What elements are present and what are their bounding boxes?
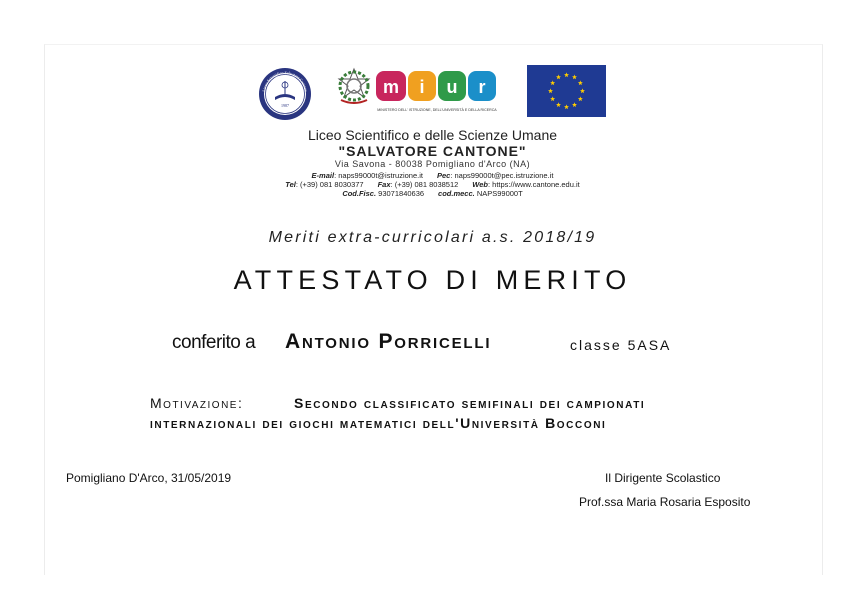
place-date: Pomigliano D'Arco, 31/05/2019 [66,471,232,485]
school-seal-logo [257,66,313,122]
email-label: E-mail [311,171,335,180]
codfisc-label: Cod.Fisc. [342,189,377,198]
tel-label: Tel [285,180,296,189]
school-address: Via Savona - 80038 Pomigliano d'Arco (NA) [334,159,531,169]
motivation-line-1: Secondo classificato semifinali dei campionati [294,395,646,411]
student-name: Antonio Porricelli [285,330,492,353]
seal-text: Liceo Scientifico Salvatore Cantone [261,69,309,93]
school-title: "SALVATORE CANTONE" [338,143,527,159]
certificate-subtitle: Meriti extra-curricolari a.s. 2018/19 [268,229,597,246]
codmecc-label: cod.mecc. [438,189,475,198]
miur-letter-i: i [419,77,425,97]
miur-letter-m: m [382,77,400,97]
pec-label: Pec [436,171,451,180]
miur-letter-r: r [478,77,486,97]
certificate-title: ATTESTATO DI MERITO [233,265,632,295]
seal-year: 1987 [281,103,289,108]
pec-value: : naps99000t@pec.istruzione.it [450,171,554,180]
web-value: : https://www.cantone.edu.it [488,180,580,189]
motivation-line-2: internazionali dei giochi matematici dell'Università Bocconi [150,415,607,431]
school-name: Liceo Scientifico e delle Scienze Umane [307,127,558,143]
motivation-label: Motivazione: [150,395,244,411]
tel-value: : (+39) 081 8030377 [295,180,364,189]
signer-role: Il Dirigente Scolastico [605,471,721,485]
fax-value: : (+39) 081 8038512 [390,180,459,189]
miur-logo [372,68,502,116]
contact-line-codes [0,189,865,198]
student-class: classe 5ASA [570,337,672,353]
contact-line-phone [0,180,865,189]
web-label: Web [472,180,488,189]
signer-name: Prof.ssa Maria Rosaria Esposito [579,495,751,509]
italian-republic-emblem [335,67,373,107]
fax-label: Fax [377,180,391,189]
email-value: : naps99000t@istruzione.it [334,171,423,180]
eu-flag [527,65,606,117]
conferred-label: conferito a [172,332,256,353]
contact-line-email [0,171,865,180]
miur-caption: MINISTERO DELL' ISTRUZIONE, DELL'UNIVERSITÀ E DELLA RICERCA [377,108,497,112]
codmecc-value: NAPS99000T [474,189,523,198]
codfisc-value: 93071840636 [376,189,425,198]
miur-letter-u: u [446,77,458,97]
